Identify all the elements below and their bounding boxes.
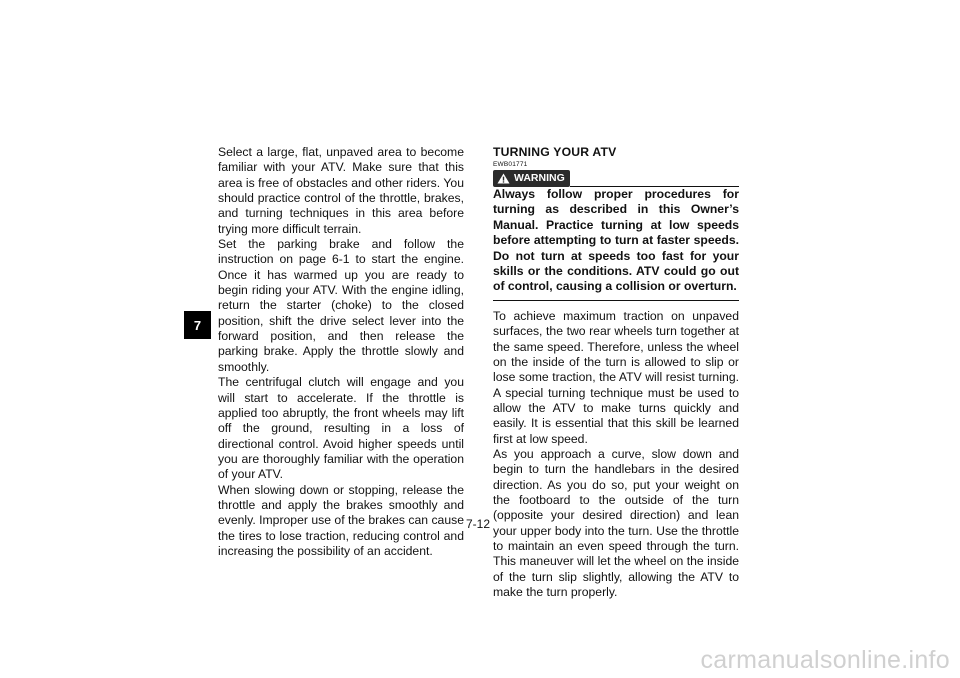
page-number: 7-12	[466, 517, 491, 531]
watermark: carmanualsonline.info	[700, 646, 950, 674]
paragraph-braking: When slowing down or stopping, release the throttle and apply the brakes smoothly and evenly. Improper use of the brakes can cause the tires to lose traction, reducing control and increasing the possibility of an accident.	[218, 482, 464, 558]
right-column	[493, 145, 739, 600]
paragraph-practice-area: Select a large, flat, unpaved area to become familiar with your ATV. Make sure that this area is free of obstacles and other riders. You should practice control of the throttle, brakes, and turning techniques in this area before trying more difficult terrain.	[218, 145, 464, 236]
chapter-tab	[184, 311, 211, 339]
left-column	[218, 145, 464, 559]
warning-header	[493, 170, 739, 187]
chapter-number: 7	[193, 317, 202, 333]
warning-triangle-icon	[497, 173, 510, 184]
warning-code: EWB01771	[493, 161, 528, 168]
warning-label: WARNING	[514, 171, 565, 184]
paragraph-traction: To achieve maximum traction on unpaved surfaces, the two rear wheels turn together at the same speed. Therefore, unless the wheel on the inside of the turn is allowed to slip or lose some traction, the ATV will resist turning. A special turning technique must be used to allow the ATV to make turns quickly and easily. It is essential that this skill be learned first at low speed.	[493, 308, 739, 446]
paragraph-turning-technique: As you approach a curve, slow down and begin to turn the handlebars in the desired direction. As you do so, put your weight on the footboard to the outside of the turn (opposite your desired direction) and lean your upper body into the turn. Use the throttle to maintain an even speed through the turn. This maneuver will let the wheel on the inside of the turn slip slightly, allowing the ATV to make the turn properly.	[493, 446, 739, 600]
warning-bottom-rule	[493, 300, 739, 301]
warning-text: Always follow proper procedures for turning as described in this Owner’s Manual. Practice turning at low speeds before attempting to turn at faster speeds. Do not turn at speeds too fast for your skills or the conditions. ATV could go out of control, causing a collision or overturn.	[493, 187, 739, 294]
warning-badge	[493, 170, 570, 187]
section-heading: TURNING YOUR ATV	[493, 145, 617, 159]
paragraph-clutch: The centrifugal clutch will engage and you will start to accelerate. If the throttle is applied too abruptly, the front wheels may lift off the ground, resulting in a loss of directional control. Avoid higher speeds until you are thoroughly familiar with the operation of your ATV.	[218, 375, 464, 482]
paragraph-start-riding: Set the parking brake and follow the instruction on page 6-1 to start the engine. Once it has warmed up you are ready to begin riding your ATV. With the engine idling, return the starter (choke) to the closed position, shift the drive select lever into the forward position, and then release the parking brake. Apply the throttle slowly and smoothly.	[218, 237, 464, 374]
